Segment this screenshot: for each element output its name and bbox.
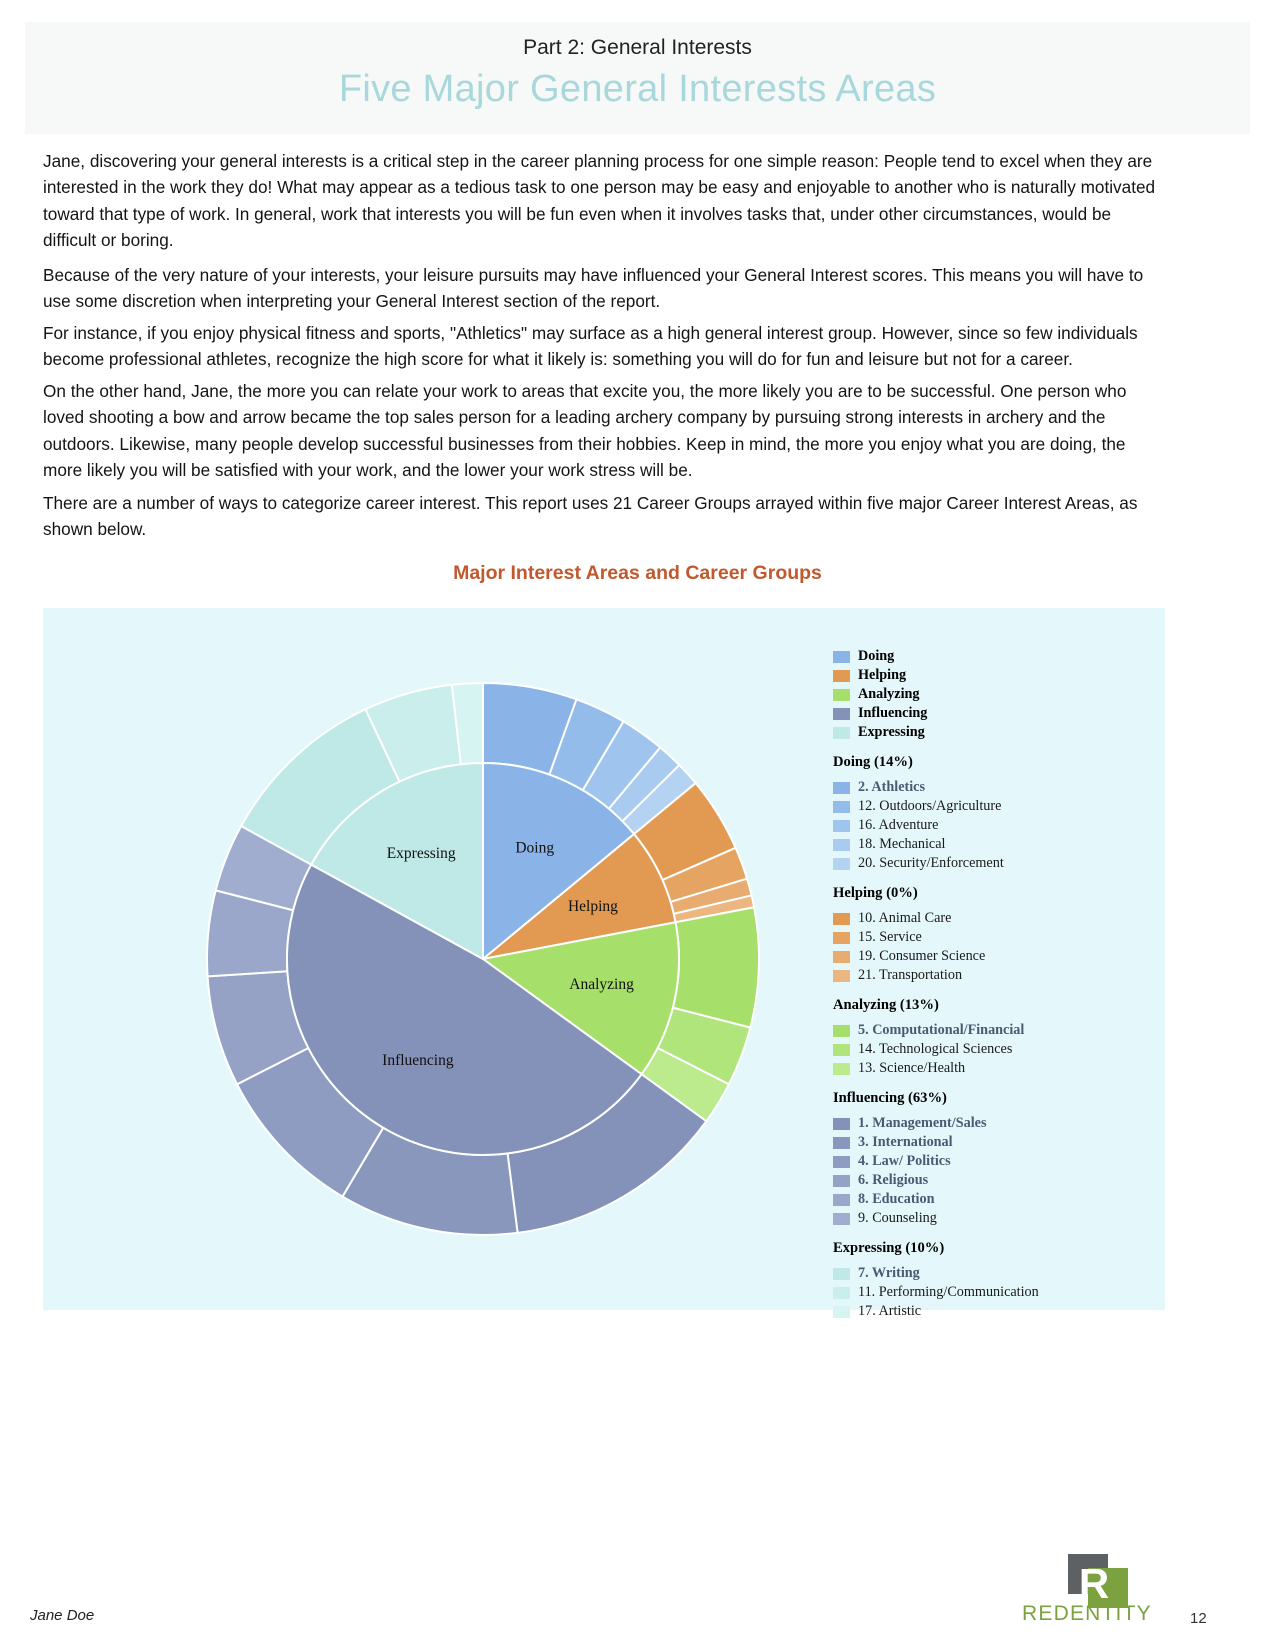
legend-swatch-icon	[833, 1268, 850, 1280]
legend-swatch-icon	[833, 839, 850, 851]
chart-title: Major Interest Areas and Career Groups	[453, 562, 822, 584]
legend-top-item	[833, 705, 1163, 722]
legend-swatch-icon	[833, 932, 850, 944]
legend-item	[833, 948, 1163, 965]
legend-item	[833, 1041, 1163, 1058]
legend-item	[833, 1022, 1163, 1039]
chart-panel	[43, 608, 1165, 1319]
legend-item-label: 15. Service	[858, 929, 922, 945]
paragraph-3: For instance, if you enjoy physical fitness and sports, "Athletics" may surface as a high general interest group. However, since so few individuals become professional athletes, recognize the high score for what it likely is: something you will do for fun and leisure but not for a career.	[43, 323, 1138, 370]
paragraph-4: On the other hand, Jane, the more you can relate your work to areas that excite you, the more likely you are to be successful. One person who loved shooting a bow and arrow became the top sales person for a leading archery company by pursuing strong interests in archery and the outdoors. Likewise, many people develop successful businesses from their hobbies. Keep in mind, the more you enjoy what you are doing, the more likely you will be satisfied with your work, and the lower your work stress will be.	[43, 381, 1127, 481]
legend-swatch-icon	[833, 1306, 850, 1318]
legend-item-label: 4. Law/ Politics	[858, 1153, 951, 1169]
paragraph-2: Because of the very nature of your interests, your leisure pursuits may have influenced your General Interest scores. This means you will have to use some discretion when interpreting your General Interest section of the report.	[43, 265, 1144, 312]
chart-legend	[833, 648, 1163, 1322]
legend-item-label: 3. International	[858, 1134, 953, 1150]
legend-item-label: 17. Artistic	[858, 1303, 922, 1319]
legend-swatch-icon	[833, 801, 850, 813]
paragraph-1: Jane, discovering your general interests is a critical step in the career planning process for one simple reason: People tend to excel when they are interested in the work they do! What may appear as a tedious task to one person may be easy and enjoyable to another who is naturally motivated toward that type of work. In general, work that interests you will be fun even when it involves tasks that, under other circumstances, would be difficult or boring.	[43, 151, 1156, 251]
legend-swatch-icon	[833, 1137, 850, 1149]
legend-top-item	[833, 667, 1163, 684]
sunburst-slice-label: Helping	[567, 897, 618, 915]
legend-item	[833, 910, 1163, 927]
legend-group-heading: Doing (14%)	[833, 754, 913, 770]
legend-item	[833, 1153, 1163, 1170]
legend-group-heading: Helping (0%)	[833, 885, 918, 901]
legend-swatch-icon	[833, 1213, 850, 1225]
page-subtitle: Part 2: General Interests	[523, 36, 752, 59]
legend-item	[833, 1303, 1163, 1320]
legend-top-item	[833, 648, 1163, 665]
legend-swatch-icon	[833, 651, 850, 663]
page-header-band	[25, 22, 1250, 134]
legend-top-label: Helping	[858, 667, 907, 683]
legend-item	[833, 929, 1163, 946]
legend-swatch-icon	[833, 1287, 850, 1299]
sunburst-slice-label: Expressing	[386, 844, 456, 862]
legend-swatch-icon	[833, 1044, 850, 1056]
legend-item	[833, 1210, 1163, 1227]
legend-item-label: 1. Management/Sales	[858, 1115, 987, 1131]
legend-group-heading: Influencing (63%)	[833, 1090, 947, 1106]
sunburst-outer-slice	[673, 907, 759, 1027]
legend-swatch-icon	[833, 782, 850, 794]
legend-top-label: Analyzing	[858, 686, 920, 702]
legend-swatch-icon	[833, 820, 850, 832]
legend-item	[833, 1265, 1163, 1282]
legend-top-label: Doing	[858, 648, 895, 664]
legend-swatch-icon	[833, 1118, 850, 1130]
legend-item-label: 13. Science/Health	[858, 1060, 966, 1076]
legend-swatch-icon	[833, 1194, 850, 1206]
svg-text:R: R	[1078, 1560, 1110, 1607]
page-number: 12	[1190, 1610, 1207, 1627]
legend-item	[833, 1172, 1163, 1189]
legend-item-label: 8. Education	[858, 1191, 935, 1207]
legend-item	[833, 779, 1163, 796]
legend-item	[833, 1115, 1163, 1132]
sunburst-slice-label: Doing	[515, 839, 555, 857]
legend-item	[833, 967, 1163, 984]
legend-group-heading: Expressing (10%)	[833, 1240, 945, 1256]
legend-top-item	[833, 686, 1163, 703]
legend-item-label: 7. Writing	[858, 1265, 920, 1281]
paragraph-5: There are a number of ways to categorize career interest. This report uses 21 Career Groups arrayed within five major Career Interest Areas, as shown below.	[43, 493, 1138, 540]
legend-item-label: 2. Athletics	[858, 779, 925, 795]
legend-item-label: 16. Adventure	[858, 817, 939, 833]
legend-item	[833, 817, 1163, 834]
legend-swatch-icon	[833, 727, 850, 739]
legend-swatch-icon	[833, 951, 850, 963]
sunburst-svg	[43, 608, 833, 1310]
legend-groups	[833, 754, 1163, 1320]
legend-item-label: 6. Religious	[858, 1172, 929, 1188]
legend-item	[833, 836, 1163, 853]
legend-swatch-icon	[833, 1025, 850, 1037]
legend-swatch-icon	[833, 689, 850, 701]
sunburst-slice-label: Influencing	[382, 1052, 454, 1070]
legend-swatch-icon	[833, 970, 850, 982]
legend-item-label: 11. Performing/Communication	[858, 1284, 1039, 1300]
legend-item	[833, 1191, 1163, 1208]
legend-top-label: Expressing	[858, 724, 925, 740]
legend-swatch-icon	[833, 913, 850, 925]
legend-top-group	[833, 648, 1163, 741]
legend-top-item	[833, 724, 1163, 741]
legend-item-label: 18. Mechanical	[858, 836, 946, 852]
page-title: Five Major General Interests Areas	[338, 68, 937, 110]
legend-item-label: 20. Security/Enforcement	[858, 855, 1004, 871]
legend-item	[833, 1060, 1163, 1077]
legend-swatch-icon	[833, 858, 850, 870]
legend-item	[833, 798, 1163, 815]
legend-group-heading: Analyzing (13%)	[833, 997, 939, 1013]
legend-swatch-icon	[833, 670, 850, 682]
footer-user-name: Jane Doe	[30, 1607, 95, 1624]
legend-swatch-icon	[833, 1156, 850, 1168]
legend-item-label: 10. Animal Care	[858, 910, 952, 926]
legend-swatch-icon	[833, 1175, 850, 1187]
legend-item	[833, 1284, 1163, 1301]
sunburst-slice-label: Analyzing	[569, 976, 634, 994]
sunburst-chart	[43, 608, 833, 1310]
legend-item-label: 21. Transportation	[858, 967, 963, 983]
legend-item-label: 5. Computational/Financial	[858, 1022, 1025, 1038]
legend-top-label: Influencing	[858, 705, 928, 721]
legend-item	[833, 1134, 1163, 1151]
legend-item-label: 9. Counseling	[858, 1210, 937, 1226]
legend-swatch-icon	[833, 1063, 850, 1075]
logo-wordmark: REDENTITY	[1022, 1602, 1152, 1625]
legend-item-label: 14. Technological Sciences	[858, 1041, 1013, 1057]
legend-item-label: 12. Outdoors/Agriculture	[858, 798, 1002, 814]
legend-item	[833, 855, 1163, 872]
legend-item-label: 19. Consumer Science	[858, 948, 986, 964]
legend-swatch-icon	[833, 708, 850, 720]
